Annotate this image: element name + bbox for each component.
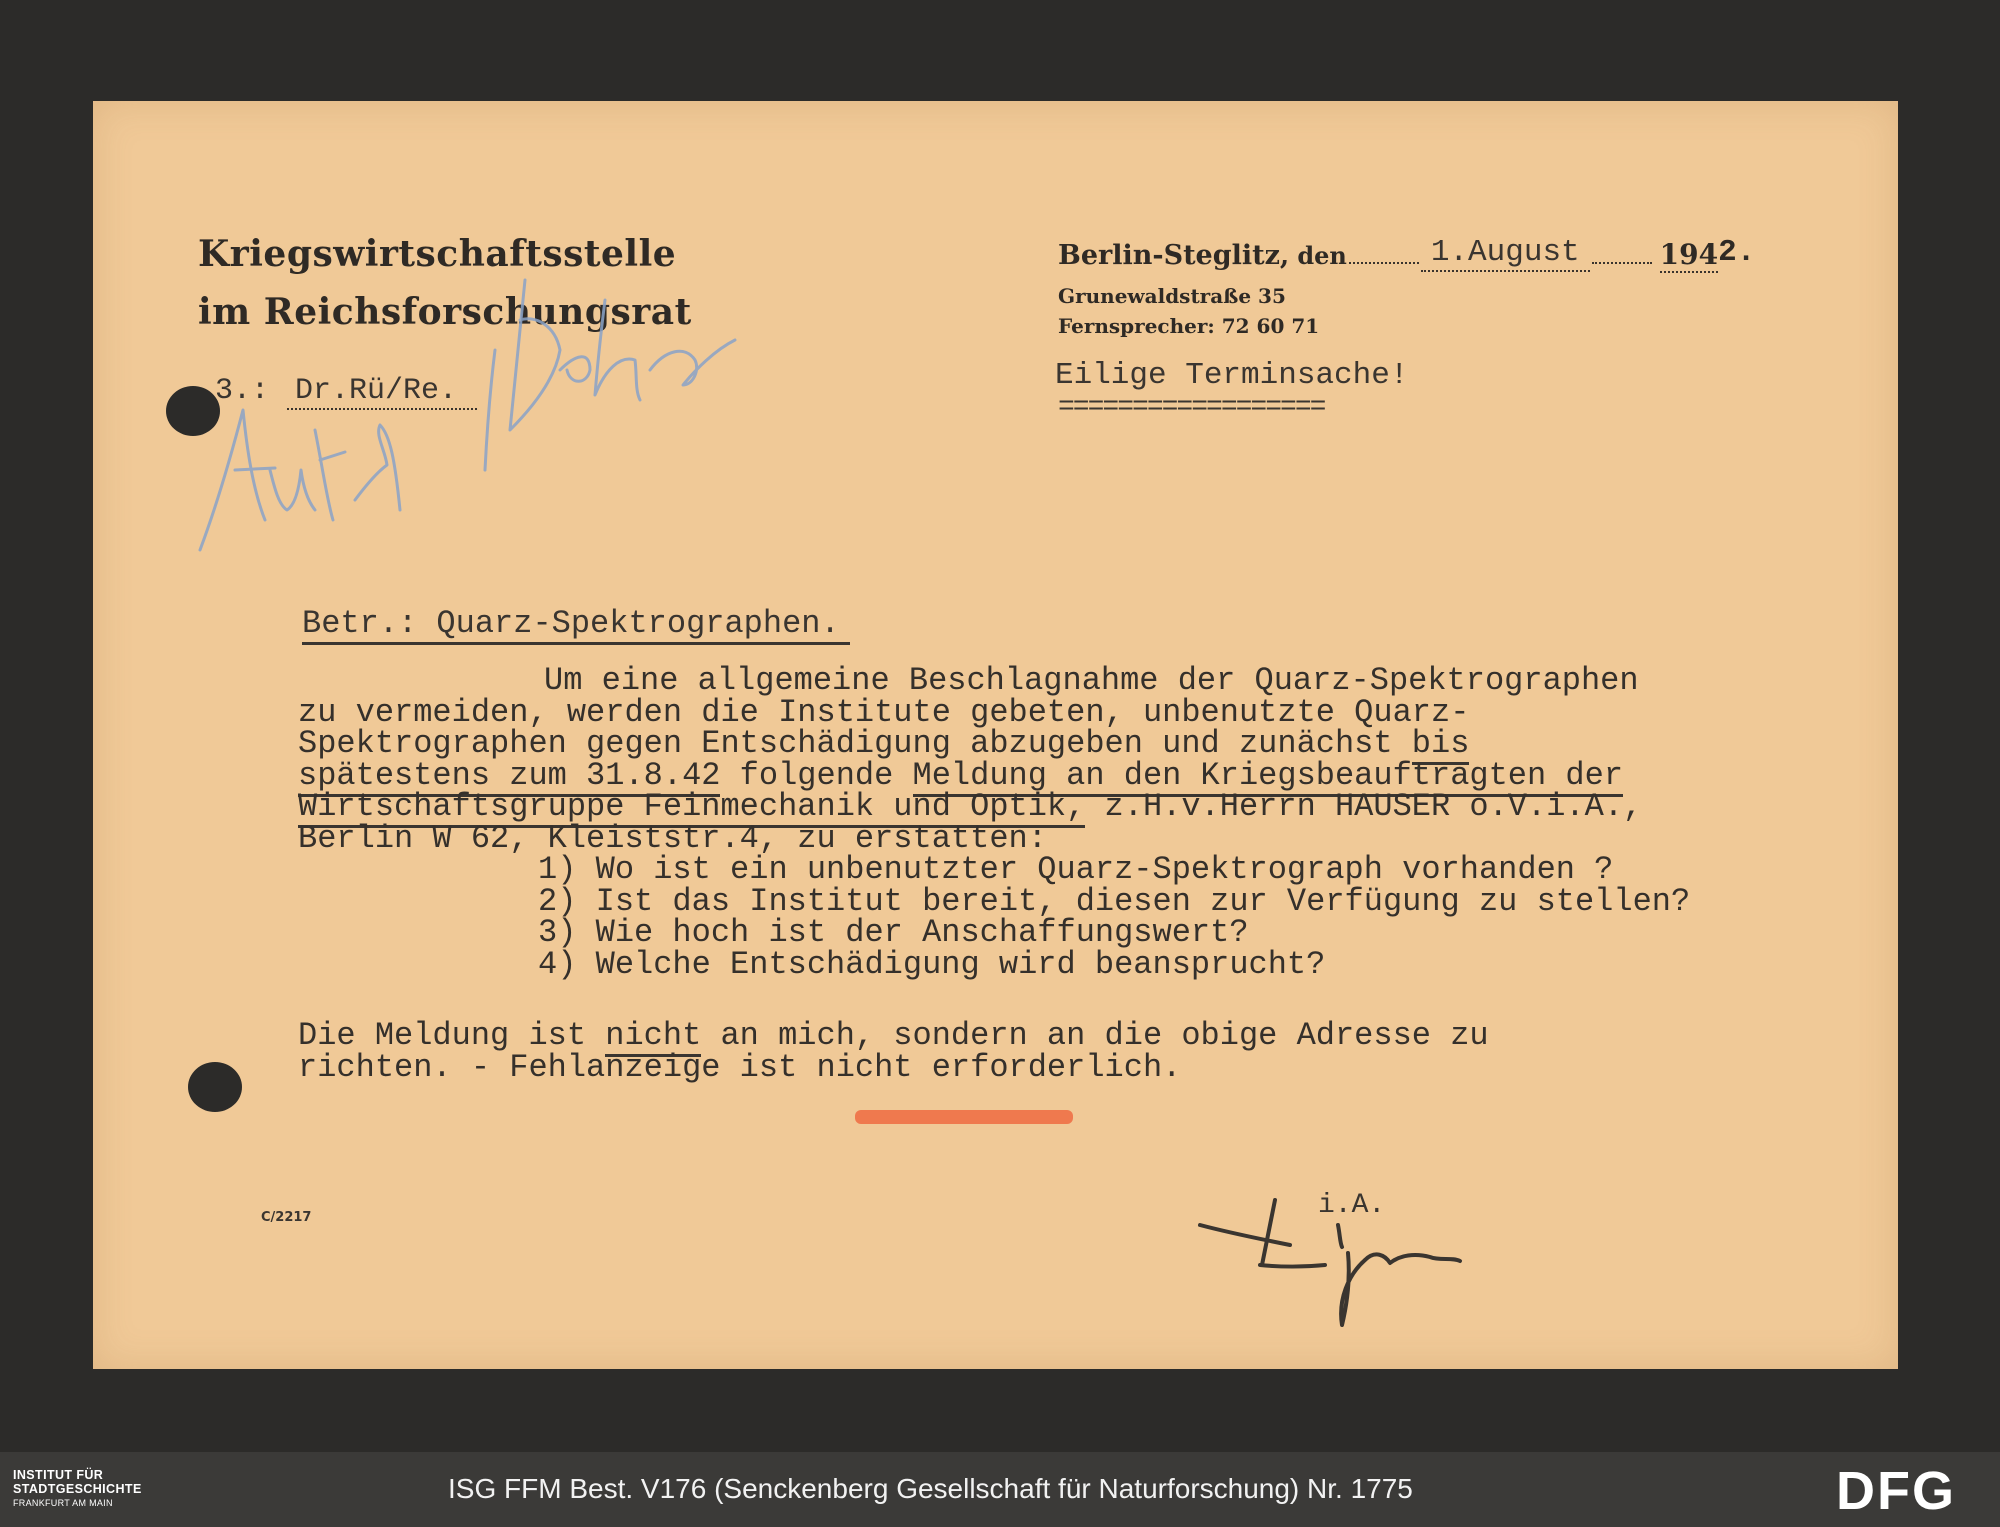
institute-logo bbox=[13, 1468, 142, 1510]
dfg-logo: DFG bbox=[1836, 1461, 1956, 1521]
subject-line: Betr.: Quarz-Spektrographen. bbox=[302, 605, 850, 645]
body-line-5-text: z.H.v.Herrn HAUSER o.V.i.A., bbox=[1085, 788, 1643, 825]
date-dotted-line bbox=[1349, 262, 1419, 264]
list-item: 1) Wo ist ein unbenutzter Quarz-Spektrograph vorhanden ? bbox=[538, 851, 1614, 888]
list-item: 4) Welche Entschädigung wird beansprucht? bbox=[538, 945, 1326, 983]
list-item: 2) Ist das Institut bereit, diesen zur Verfügung zu stellen? bbox=[538, 882, 1691, 920]
letterhead-line-2: im Reichsforschungsrat bbox=[198, 291, 692, 333]
handwritten-signature bbox=[1190, 1195, 1570, 1335]
institute-line-1: INSTITUT FÜR bbox=[13, 1468, 104, 1482]
letter-body bbox=[298, 662, 1898, 983]
list-item: 3) Wie hoch ist der Anschaffungswert? bbox=[538, 914, 1249, 951]
closing-underlined: nicht bbox=[605, 1017, 701, 1057]
reference-value: Dr.Rü/Re. bbox=[287, 374, 477, 410]
institute-line-2: STADTGESCHICHTE bbox=[13, 1482, 142, 1496]
recipient-underlined: Meldung an den Kriegsbeauftragten der bbox=[913, 757, 1624, 797]
year-digit: 2. bbox=[1718, 235, 1756, 270]
closing-text-b: an mich, sondern an die obige Adresse zu bbox=[701, 1017, 1489, 1054]
body-line-3-underlined: bis bbox=[1412, 725, 1470, 765]
header-block bbox=[1058, 235, 1756, 338]
closing-text-a: Die Meldung ist bbox=[298, 1017, 606, 1054]
organisation-underlined: Wirtschaftsgruppe Feinmechanik und Optik, bbox=[298, 788, 1085, 828]
urgent-double-rule: ================== bbox=[1058, 392, 1325, 423]
signoff-ia: i.A. bbox=[1318, 1190, 1386, 1221]
closing-line-1 bbox=[298, 1017, 1489, 1054]
urgent-notice: Eilige Terminsache! bbox=[1055, 358, 1409, 393]
den-label: den bbox=[1297, 241, 1347, 270]
closing-paragraph bbox=[298, 1017, 1489, 1086]
letter-date: 1.August bbox=[1421, 235, 1590, 272]
body-line-2: zu vermeiden, werden die Institute gebeten, unbenutzte Quarz- bbox=[298, 693, 1470, 731]
body-line-6: Berlin W 62, Kleiststr.4, zu erstatten: bbox=[298, 819, 1047, 857]
red-pencil-mark bbox=[855, 1110, 1073, 1124]
body-line-5 bbox=[298, 788, 1898, 825]
body-line-1: Um eine allgemeine Beschlagnahme der Quarz-Spektrographen bbox=[544, 662, 1639, 699]
archive-caption: ISG FFM Best. V176 (Senckenberg Gesellschaft für Naturforschung) Nr. 1775 bbox=[448, 1473, 1413, 1504]
letterhead-line-1: Kriegswirtschaftsstelle bbox=[198, 233, 677, 275]
body-line-3 bbox=[298, 725, 1898, 762]
punch-hole-bottom bbox=[188, 1062, 242, 1112]
closing-line-2: richten. - Fehlanzeige ist nicht erforderlich. bbox=[298, 1049, 1182, 1086]
archive-footer bbox=[0, 1452, 2000, 1527]
date-line bbox=[1058, 235, 1756, 276]
body-line-3-text: Spektrographen gegen Entschädigung abzugeben und zunächst bbox=[298, 725, 1412, 762]
form-code: C/2217 bbox=[261, 1210, 312, 1225]
street-address: Grunewaldstraße 35 bbox=[1058, 284, 1286, 308]
place-label: Berlin-Steglitz, bbox=[1058, 240, 1290, 271]
year-prefix: 194 bbox=[1659, 238, 1719, 271]
body-line-4 bbox=[298, 756, 1898, 794]
body-line-4-text: folgende bbox=[720, 756, 913, 794]
reference-prefix: 3.: bbox=[215, 374, 270, 408]
deadline-underlined: spätestens zum 31.8.42 bbox=[298, 757, 720, 797]
date-dotted-line-2 bbox=[1592, 262, 1652, 264]
institute-line-3: FRANKFURT AM MAIN bbox=[13, 1498, 113, 1508]
phone-number: Fernsprecher: 72 60 71 bbox=[1058, 314, 1320, 338]
pencil-annotation bbox=[195, 220, 835, 580]
